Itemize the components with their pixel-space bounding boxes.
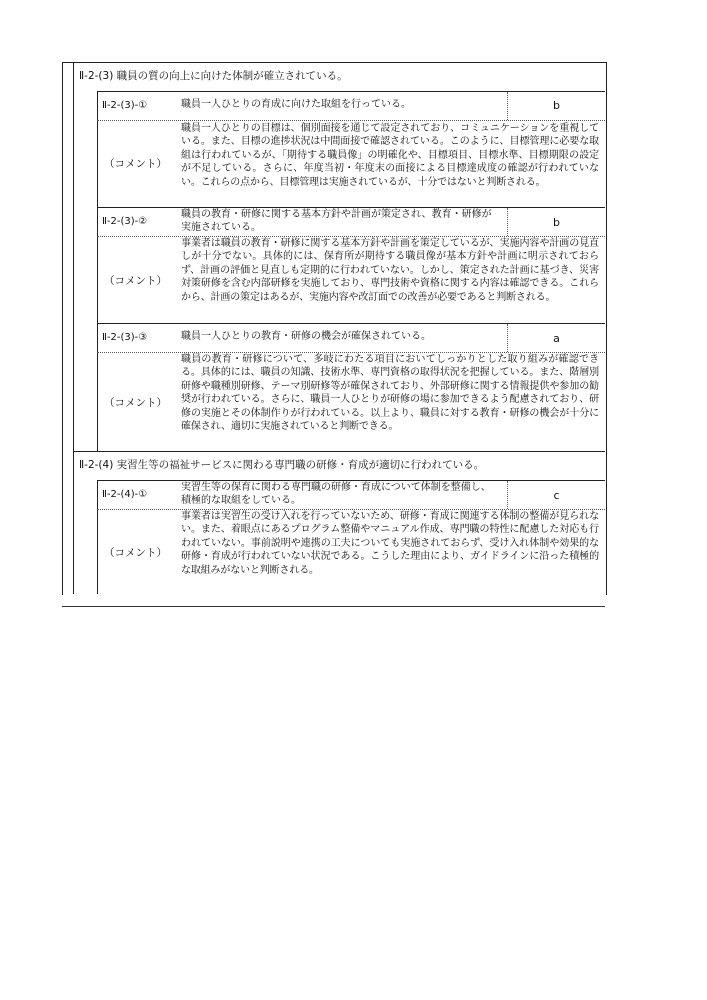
item-code: Ⅱ-2-(3)-② bbox=[102, 216, 148, 227]
row-divider bbox=[97, 91, 605, 92]
comment-text: 事業者は職員の教育・研修に関する基本方針や計画を策定しているが、実施内容や計画の見直しが十分でない。具体的には、保育所が期待する職員像が基本方針や計画に明示されておらず、計画の評価と見直しも定期的に行われていない。しかし、策定された計画に基づき、災害対策研修を含む内部研修を実施しており、専門技術や資格に関する内容は確認できる。これらから、計画の策定はあるが、実施内容や改訂面での改善が必要であると判断される。 bbox=[181, 238, 599, 303]
row-divider bbox=[97, 207, 605, 208]
item-code: Ⅱ-2-(4)-① bbox=[102, 489, 148, 500]
section-title: Ⅱ-2-(4) 実習生等の福祉サービスに関わる専門職の研修・育成が適切に行われている。 bbox=[79, 459, 485, 471]
grade-value: c bbox=[553, 489, 560, 502]
grade-value: b bbox=[553, 99, 560, 112]
item-title: 職員の教育・研修に関する基本方針や計画が策定され、教育・研修が実施されている。 bbox=[181, 209, 492, 233]
table-inner-border bbox=[73, 62, 74, 594]
row-divider bbox=[97, 323, 605, 324]
row-divider bbox=[97, 120, 605, 121]
comment-label: （コメント） bbox=[104, 397, 167, 409]
item-title: 職員一人ひとりの教育・研修の機会が確保されている。 bbox=[181, 331, 431, 342]
comment-label: （コメント） bbox=[104, 275, 167, 287]
item-code: Ⅱ-2-(3)-① bbox=[102, 100, 148, 111]
comment-text: 事業者は実習生の受け入れを行っていないため、研修・育成に関連する体制の整備が見られない。また、着眼点にあるプログラム整備やマニュアル作成、専門職の特性に配慮した対応も行われていない。事前説明や連携の工夫についても実施されておらず、受け入れ体制や効果的な研修・育成が行われていない状況である。こうした理由により、ガイドラインに沿った積極的な取組みがないと判断される。 bbox=[181, 511, 599, 576]
comment-text: 職員一人ひとりの目標は、個別面接を通じて設定されており、コミュニケーションを重視している。また、目標の進捗状況は中間面接で確認されている。このように、目標管理に必要な取組は行われているが、「期待する職員像」の明確化や、目標項目、目標水準、目標期限の設定が不足している。さらに、年度当初・年度末の面接による目標達成度の確認が行われていない。これらの点から、目標管理は実施されているが、十分ではないと判断される。 bbox=[181, 123, 599, 188]
page-divider bbox=[62, 606, 605, 607]
grade-value: b bbox=[553, 216, 560, 229]
item-code: Ⅱ-2-(3)-③ bbox=[102, 332, 148, 343]
subtable-left-border-2 bbox=[97, 480, 98, 594]
row-divider bbox=[73, 451, 605, 452]
row-divider bbox=[97, 480, 605, 481]
comment-text: 職員の教育・研修について、多岐にわたる項目においてしっかりとした取り組みが確認できる。具体的には、職員の知識、技術水準、専門資格の取得状況を把握している。また、階層別研修や職種別研修、テーマ別研修等が確保されており、外部研修に関する情報提供や参加の勧奨が行われている。さらに、職員一人ひとりが研修の場に参加できるよう配慮されており、研修の実施とその体制作りが行われている。以上より、職員に対する教育・研修の機会が十分に確保され、適切に実施されていると判断できる。 bbox=[181, 354, 599, 433]
subtable-left-border-1 bbox=[97, 91, 98, 451]
section-title: Ⅱ-2-(3) 職員の質の向上に向けた体制が確立されている。 bbox=[79, 70, 348, 82]
comment-label: （コメント） bbox=[104, 547, 167, 559]
grade-value: a bbox=[553, 332, 560, 345]
item-title: 職員一人ひとりの育成に向けた取組を行っている。 bbox=[181, 99, 411, 110]
comment-label: （コメント） bbox=[104, 158, 167, 170]
item-title: 実習生等の保育に関わる専門職の研修・育成について体制を整備し、積極的な取組をしている。 bbox=[181, 482, 491, 506]
